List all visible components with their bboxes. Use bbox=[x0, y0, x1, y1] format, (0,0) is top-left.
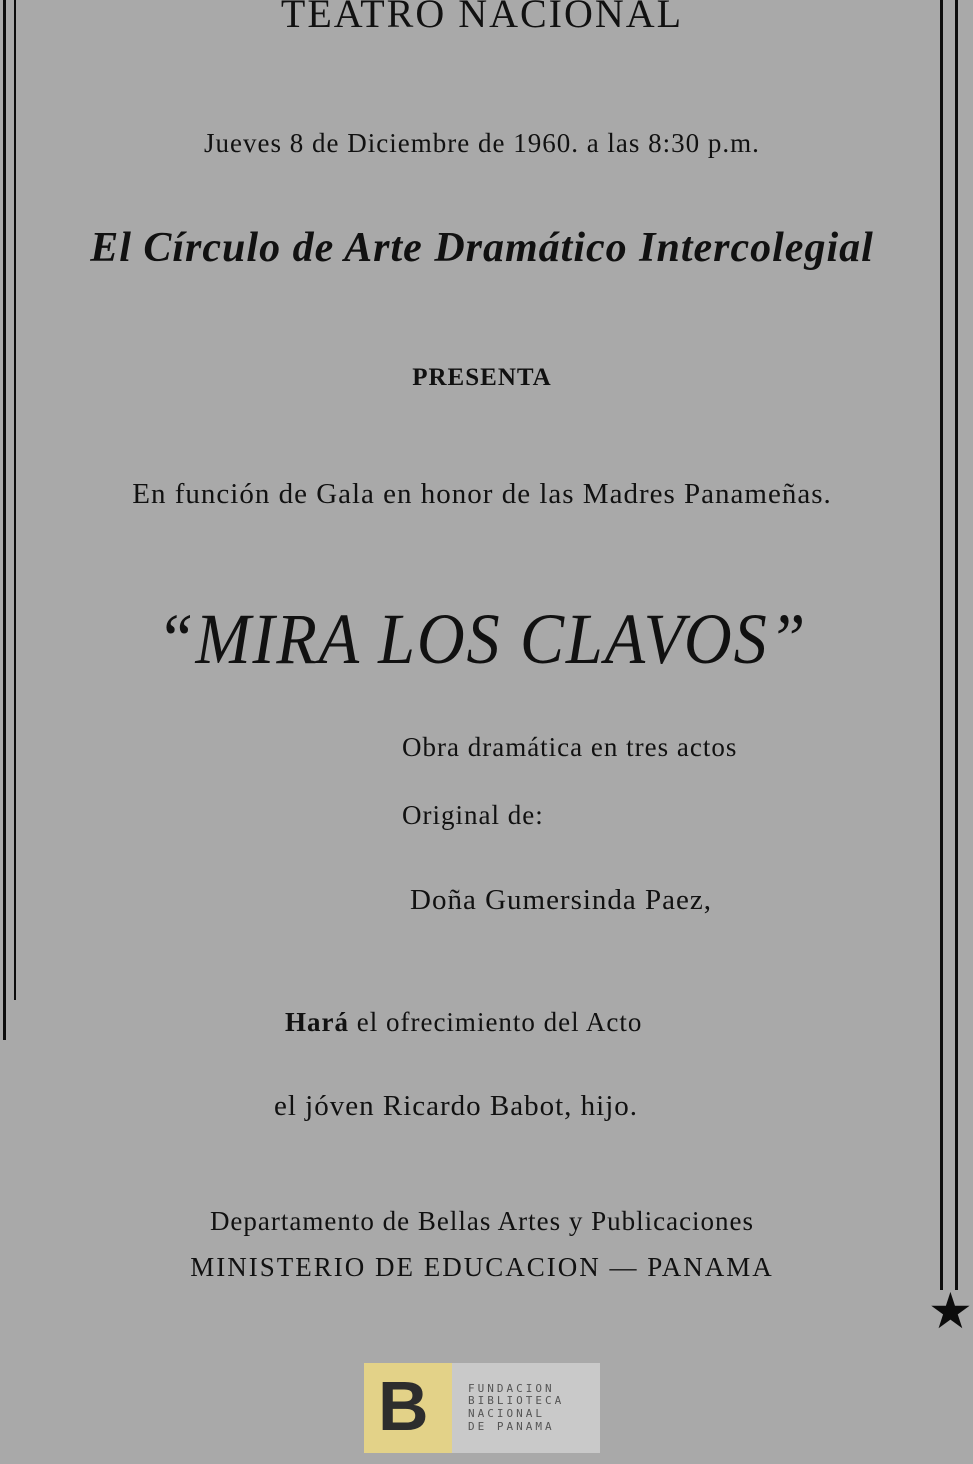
offering-rest: el ofrecimiento del Acto bbox=[349, 1007, 643, 1037]
original-label: Original de: bbox=[402, 800, 544, 830]
logo-line: FUNDACION bbox=[468, 1381, 555, 1395]
event-date: Jueves 8 de Diciembre de 1960. a las 8:30 p.m. bbox=[204, 128, 760, 158]
occasion-text: En función de Gala en honor de las Madres Panameñas. bbox=[132, 478, 832, 510]
right-border-rule-outer bbox=[955, 0, 958, 1290]
logo-text bbox=[452, 1363, 600, 1453]
presents-label: PRESENTA bbox=[412, 364, 552, 391]
play-genre: Obra dramática en tres actos bbox=[402, 732, 738, 762]
library-logo bbox=[364, 1363, 600, 1453]
department-name: Departamento de Bellas Artes y Publicaciones bbox=[209, 1206, 755, 1236]
logo-line: DE PANAMA bbox=[468, 1419, 555, 1433]
ministry-name: MINISTERIO DE EDUCACION — PANAMA bbox=[190, 1252, 774, 1282]
presenter-name: el jóven Ricardo Babot, hijo. bbox=[274, 1090, 639, 1122]
theater-heading: TEATRO NACIONAL bbox=[280, 0, 684, 36]
offering-verb: Hará bbox=[285, 1007, 349, 1037]
star-icon: ★ bbox=[928, 1282, 973, 1340]
logo-line: NACIONAL bbox=[468, 1407, 545, 1420]
play-title: “MIRA LOS CLAVOS” bbox=[156, 599, 808, 679]
logo-letter: B bbox=[378, 1367, 429, 1445]
right-border-rule-inner bbox=[940, 0, 943, 1290]
author-name: Doña Gumersinda Paez, bbox=[410, 884, 713, 916]
organizer-name: El Círculo de Arte Dramático Intercolegial bbox=[90, 225, 874, 271]
offering-line bbox=[285, 1007, 642, 1038]
logo-line: BIBLIOTECA bbox=[468, 1394, 565, 1408]
logo-mark bbox=[364, 1363, 452, 1453]
